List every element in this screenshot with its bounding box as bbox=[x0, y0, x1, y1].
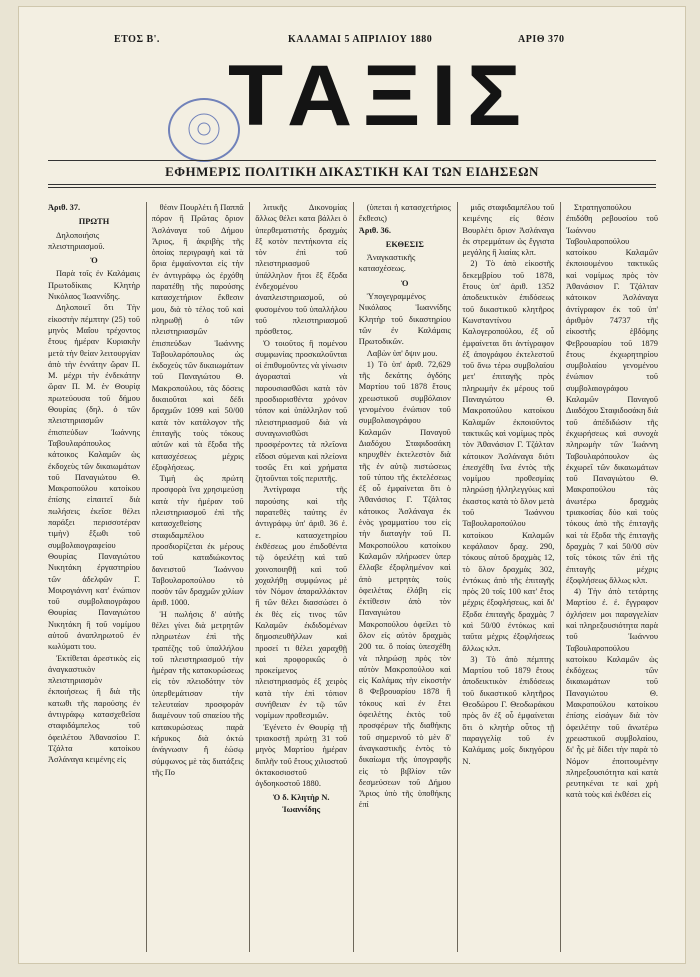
newspaper-subtitle: ΕΦΗΜΕΡΙΣ ΠΟΛΙΤΙΚΗ ΔΙΚΑΣΤΙΚΗ ΚΑΙ ΤΩΝ ΕΙΔΗΣΕΩΝ bbox=[165, 164, 539, 179]
column-separator bbox=[353, 202, 354, 952]
year-label: ΕΤΟΣ Β'. bbox=[114, 34, 160, 45]
section-heading: Ὁ bbox=[90, 256, 98, 266]
section-heading: ΠΡΩΤΗ bbox=[78, 217, 110, 227]
paragraph: Τιμὴ ὡς πρώτη προσφορὰ ἵνα χρησιμεύσῃ κατὰ τὴν ἡμέραν τοῦ πλειστηριασμοῦ ἐπὶ τῆς κατασχεθείσης σταφιδαμπέλου προσδιορίζεται ἐκ μέρους τοῦ καταδιώκοντος δανειστοῦ Ἰωάννου Ταβουλαροπούλου τὸ ποσὸν τῶν δραχμῶν χιλίων ἀριθ. 1000. bbox=[151, 474, 244, 608]
paragraph: Ἐκτίθεται ἀρεστικὸς εἰς ἀναγκαστικὸν πλειστηριασμὸν ἐκποιήσεως ἢ διὰ τῆς κατωθι τῆς παρούσης ἐν ἀντιγράφῳ κατασχεθεῖσα σταφιδάμπελος τοῦ ὀφειλέτου Ἀθανασίου Γ. Τζάλτα κατοίκου Ἀσλάναγα κειμένης εἰς bbox=[48, 653, 140, 765]
paragraph: Ὁ τοιοῦτος ἢ πομένου συμφωνίας προσκαλοῦνται οἱ ἐπιθυμοῦντες νὰ γίνωσιν ἀγορασταὶ νὰ παρουσιασθῶσι κατὰ τὸν προσδιορισθέντα χρόνον τόπον καὶ ὑπάλληλον τοῦ πλειστηριασμοῦ διὰ νὰ συναγωνισθῶσι προσφέροντες τὰ πλεῖονα εἴδοσι σύμεναι καὶ πλείονα τοσῶς ἔτι καὶ χρήματα ζητοῦνται τοῖς περιπτῆς. bbox=[255, 338, 348, 484]
paragraph: Ἐγένετο ἐν Θουρίᾳ τῇ τριακοστῇ πρώτῃ 31 τοῦ μηνὸς Μαρτίου ἡμέραν διπλῆν τοῦ ἔτους χιλιοστοῦ ὀκτακοσιοστοῦ ὀγδοηκοστοῦ 1880. bbox=[255, 722, 348, 789]
column-separator bbox=[249, 202, 250, 952]
section-heading: Ὁ δ. Κλητὴρ Ν. Ἰωαννίδης bbox=[272, 793, 330, 814]
paragraph: Δηλοποιήσις πλειστηριασμοῦ. bbox=[48, 230, 105, 251]
paragraph: Παρὰ τοῖς ἐν Καλάμαις Πρωτοδίκαις Κλητὴρ Νικόλαος Ἰωαννίδης. bbox=[48, 269, 140, 302]
column-2 bbox=[152, 202, 244, 952]
paragraph: 1) Τὸ ὑπ' ἀριθ. 72,629 τῆς δεκάτης ὀγδόης Μαρτίου τοῦ 1878 ἔτους χρεωστικοῦ συμβόλαιον γενομένου ἐνώπιον τοῦ συμβολαιογράφου Καλαμῶν Παναγοῦ Διαδόχου Σταφιδοσάκη κηρυχθὲν ἐκτελεστὸν διὰ τῆς ἐν αὐτῷ πιστώσεως τοῦ τύπου τῆς ἐκτελέσεως ἐξ οὗ ἐμφαίνεται ὅτι ὁ Ἀθανάσιος Γ. Τζάλτας κάτοικος Ἀσλάναγα ἐκ ἑνὸς γραμματίου του εἰς τὴν διαταγὴν τοῦ Π. Μακροπούλου κατοίκου Καλαμῶν πλήρωσεν ὑπερ ἔλλαβε ἐξοφλημένον καὶ ἀπὸ μετρητὰς τοὺς ὀφειλέτας ἐλάβη εἰς ἐκτίθεσιν ἀπὸ τὸν Παναγιώτου Μακροπούλου ὀφείλει τὸ ὅλον εἰς αὐτὸν δραχμὰς 200 τα. ὅ ποίας ὑπεσχέθη νὰ πληρώσῃ πρὸς τὸν αὐτὸν Μακροπούλου καὶ εἰς Καλάμας τὴν εἰκοστὴν 8 Φεβρουαρίου 1878 ἢ τόκους καὶ ἐν ἔτει ὀφειλέτης ἐκτὸς τοῦ προσφέρων τῆς διαθήκης τοῦ σημερινοῦ τὸ μὲν δ' ἀναγκαστικῆς ἐντὸς τὸ δικαίωμα τῆς ὑπογραφῆς εἰς τὸ βιβλίον τῶν δεσμεύσεων τοῦ Δήμου Ἄριος ὑπὸ τῆς ὑποθήκης ἐπί bbox=[358, 359, 451, 810]
paragraph: (ὑπεται ἡ κατασχετήριος ἔκθεσις) bbox=[358, 203, 451, 224]
top-rule bbox=[48, 160, 656, 161]
paragraph: Λαβὼν ὑπ' ὄψιν μου. bbox=[366, 348, 438, 358]
paragraph: Ὑπογεγραμμένος Νικόλαος Ἰωαννίδης Κλητὴρ τοῦ δικαστηρίου τῶν ἐν Καλάμαις Πρωτοδικῶν. bbox=[358, 292, 451, 347]
paragraph: 3) Τὸ ἀπὸ πέμπτης Μαρτίου τοῦ 1879 ἔτους ἀποδεικτικὸν ἐπιδόσεως τοῦ δικαστικοῦ κλητῆρος Θεοδώρου Γ. Θεοδωράκου πρὸς ὃν ἐξ οὗ ἐμφαίνεται ὅτι ὁ κλητὴρ οὗτος τῇ παραγγελίᾳ τοῦ ἐν Καλάμαις μοῖς δικηγόρου Ν. bbox=[462, 654, 555, 766]
subtitle-rule bbox=[48, 184, 656, 185]
library-stamp bbox=[168, 98, 240, 162]
paragraph: 2) Τὸ ἀπὸ εἰκοστῆς δεκεμβρίου τοῦ 1878, ἔτους ὑπ' ἀριθ. 1352 ἀποδεικτικὸν ἐπιδόσεως τοῦ δικαστικοῦ κλητῆρος Κωνσταντίνου Καλογεροπούλου, ἐξ οὗ ἐμφαίνεται ὅτι ἀντίγραφον ἐξ ἀπογράφου ἐκτελεστοῦ τοῦ ἄνω τέρω συμβολαίου μετ' ἐπιταγῆς πρὸς πληρωμὴν ἐκ μέρους τοῦ Παναγιώτου Θ. Μακροπούλου κατοίκου Καλαμῶν ἐκποιοῦντος τακτικῶς καὶ νομίμως πρὸς τὸν Ἀθανάσιον Γ. Τζάλταν κάτοικον Ἀσλάναγα διότι ἐπεσχέθη ἵνα ἐντὸς τῆς νομίμου προθεσμίας πληρώσῃ ἠλληλεγγύως καὶ ἐκαστος κατὰ τὸ ὅλον μετὰ τοῦ Ἰωάννου Ταβουλαροπούλου κατοίκου Καλαμῶν κεφάλαιον δραχ. 290, τόκους αὐτοῦ δραχμὰς 12, τὸ ὅλον δραχμὰς 302, ἐντόκως ἀπὸ τῆς ἐπιταγῆς πρὸς 20 τοῖς 100 κατ' ἔτος μέχρις ἐξοφλήσεως, καὶ δι' ἔξοδα ἐπιταγῆς δραχμὰς 7 καὶ 50/00 ἐντόκως καὶ ταῦτα μέχρις ἐξοφλήσεως ἄλλως κλπ. bbox=[462, 259, 555, 653]
paragraph: μιᾶς σταφιδαμπέλου τοῦ κειμένης εἰς θέσιν Βουρλέτι ὅριον Ἀσλάναγα ἐκ στρεμμάτων ὡς ἔγγιστα μεγάλης ἢ λιαίας κλπ. bbox=[462, 203, 555, 258]
article-number: Ἀριθ. 37. bbox=[48, 203, 81, 212]
issue-number: ΑΡΙΘ 370 bbox=[518, 34, 565, 45]
paragraph: Στρατηγοπούλου ἐπιδόθη ρεβουσίου τοῦ Ἰωάννου Ταβουλαροπούλου κατοίκου Καλαμῶν ἐκποιουμένου τακτικῶς καὶ νομίμως πρὸς τὸν Ἀθανάσιον Γ. Τζάλταν κάτοικον Ἀσλάναγα ἀντίγραφον ἐκ τοῦ ὑπ' ἀριθμὸν 74737 τῆς εἰκοστῆς ἑβδόμης Φεβρουαρίου τοῦ 1879 ἔτους ἐκχωρητηρίου συμβολαίου γενομένου ἐνώπιον τοῦ συμβολαιογράφου Καλαμῶν Παναγοῦ Διαδόχου Σταφιδοσάκη διὰ τοῦ ἀπέδιδώσιν τῆς ἐκχωρήσεως καὶ συνοχὰ πληρωμὴν τῶν Ἰωάννη Ταβουλαρόπουλον ὡς ἐκχωρεῖ τῶν δικαιωμάτων τοῦ Παναγιώτου Θ. Μακροπούλου τὰς ἀνωτέρω δραχμὰς τριακοσίας δύο καὶ τοὺς τόκους ἀπὸ τῆς ἐπιταγῆς καὶ τὰ ἔξοδα τῆς ἐπιταγῆς δραχμὰς 7 καὶ 50/00 σὺν τοῖς τόκοις τῶν ἐπὶ τῆς ἐπιταγῆς μέχρις ἐξοφλήσεως ἄλλως κλπ. bbox=[566, 203, 658, 585]
column-3 bbox=[255, 202, 347, 952]
section-heading: ΕΚΘΕΣΙΣ bbox=[385, 239, 424, 249]
paragraph: 4) Τὴν ἀπὸ τετάρτης Μαρτίου ἐ. ἐ. ἔγγραφον ὀχλήσειν μοι παραγγελίαν καὶ πληρεξουσιότητα παρὰ τοῦ Ἰωάννου Ταβουλαροπούλου κατοίκου Καλαμῶν ὡς ἐκδόχεως τῶν δικαιωμάτων τοῦ Παναγιώτου Θ. Μακροπούλου κατοίκου ἐπίσης εἰσάγων διὰ τὸν ὀφειλέτην τοῦ ἀνωτέρω χρεωστικοῦ συμβολαίου, δι' ἧς μὲ δίδει τὴν παρὰ τὸ Νόμον ἐποιτουμένην πληρεξουσιότητα καὶ κατὰ ρευτηκέναι τε καὶ χρὴ κατὰ τοὺς καὶ ἐκθέσει εἰς bbox=[566, 587, 658, 800]
column-separator bbox=[457, 202, 458, 952]
paragraph: Δηλοποιεῖ ὅτι Τὴν εἰκοστὴν πέμπτην (25) τοῦ μηνὸς Μαΐου τρέχοντος ἔτους ἡμέραν Κυριακὴν μετὰ τὴν θείαν λειτουργίαν ἀπὸ τὴν ἐννάτην ὥραν Π. Μ. μέχρι τὴν ἐνδεκάτην ὥραν Π. Μ. ἐν Θουρίᾳ πρωτεύουσα τοῦ δήμου Θουρίας (δηλ. ὁ τῶν πλειστηριασμῶν ἐπισπεύδων Ἰωάννης Ταβουλαρόπουλος κάτοικος Καλαμῶν ὡς ἐκδοχεὺς τῶν δικαιωμάτων τοῦ Παναγιώτου Θ. Μακροπούλου κατοίκου ἐπίσης εἰπαιτεῖ διὰ πωλήσεις ἐκεῖσε θέλει παράξει περισσοτέραν τιμὴν) ἔξωθι τοῦ συμβολαιογραφείου Θουρίας Παναγιώτου Νικητάκη ἐργαστηρίου τῶν ἀδελφῶν Γ. Μοιρογιάννη κατ' ἐνώπιον τοῦ συμβολαιογράφου Θουρίας Παναγιώτου Νικητάκη ἢ τοῦ νομίμου αὐτοῦ ἀναπληρωτοῦ ἐν κωλύματι του. bbox=[48, 303, 140, 652]
section-heading: Ὁ bbox=[401, 278, 409, 288]
paragraph: λιτικῆς Δικονομίας ἄλλως θέλει κατα βάλλει ὁ ὑπερθεματιστὴς δραχμὰς ἕξ κοτὸν πεντήκοντα εἰς τὸν ἐπὶ τοῦ πλειστηριασμοῦ ὑπάλληλον ἤτοι ἕξ ἔξοδα ἐνδεχομένου ἀναπλειστηριασμοῦ, οὐ φυσομένου τοῦ ὑπαλλήλου τοῦ πλειστηριασμοῦ πρόσθετος. bbox=[255, 203, 348, 337]
column-separator bbox=[146, 202, 147, 952]
paragraph: Ἀντίγραφα τῆς παρούσης καὶ τῆς παρατεθὲς ταύτης ἐν ἀντιγράφῳ ὑπ' ἀριθ. 36 ἐ. ε. κατασχετηρίου ἐκθέσεως μου ἐπιδοθέντα τῷ ὀφειλέτῃ καὶ ταῦ χοινοποιηθῇ καὶ τοῦ χοχαλήθῃ συμφώνως μὲ τὸν Νόμον ἀπαραλλάκτον ἢ τῶν θέλει διασσώσει ὁ ἐκ θὲς εἰς τινος τῶν Καλαμῶν ἐκδιδομένων δημοσιευθῆλλων καὶ προσεί τι θέλει χαραχθῇ καὶ προφορικῶς ὁ προκείμενος πλειστηριασμὸς ἐξ χειρὸς κατὰ τὴν ἐπὶ τόπιον συνήθειαν ἐν τῷ τῶν νομίμων προθεσμιῶν. bbox=[255, 485, 348, 721]
column-4 bbox=[359, 202, 451, 952]
column-separator bbox=[560, 202, 561, 952]
column-1 bbox=[48, 202, 140, 952]
paragraph: Ἡ πωλήσις δ' αὐτῆς θέλει γίνει διὰ μετρητῶν πληρωτέων ἐπὶ τῆς τραπέζης τοῦ ὑπαλλήλου τοῦ πλειστηριασμοῦ τὴν ἡμέραν τῆς κατακυρώσεως εἰς τὸν πλειοδότην τὸν ὑπερθεμάτισαν τὴν τελευταίαν προσφορὰν διαμένουν τοῦ σπαείου τῆς κατακυρώσεως παρὰ κήρυκος διὰ ὀκτώ ἀνάγνωσιν ἢ ἐώσῳ σύμφωνος μὲ τὰς διατάξεις τῆς Πο bbox=[151, 609, 244, 777]
paragraph: Ἀναγκαστικῆς κατασχέσεως. bbox=[358, 253, 416, 274]
newspaper-title bbox=[228, 48, 532, 144]
column-5 bbox=[462, 202, 554, 952]
stamp-seal-icon bbox=[174, 112, 234, 146]
subtitle-rule-double bbox=[48, 187, 656, 188]
newspaper-page bbox=[18, 6, 686, 964]
article-number: Ἀριθ. 36. bbox=[358, 225, 391, 235]
column-6 bbox=[566, 202, 658, 952]
title-text: ΤΑΞΙΣ bbox=[228, 48, 532, 144]
article-columns bbox=[48, 202, 658, 952]
paragraph: θέσιν Πουρλέτι ἢ Παππᾶ πόρον ἢ Πρῶτας ὅριον Ἀσλάναγα τοῦ Δήμου Ἄριος, ἢ ἀκριβὴς τῆς ὁποίας περιγραφὴ καὶ τὰ ὅρια ἐμφαίνονται εἰς τὴν ἐν ἀντιγράφῳ ὡς ἐρχόθη παρατέθῃ τῆς παρούσης κατασχετήριον ἔκθεσιν μου, διὰ τὸ τέλος τοῦ καὶ πληρωθῇ ὁ τῶν πλειστηριασμῶν ἐπισπεύδων Ἰωάννης Ταβουλαρόπουλος ὡς ἐκδοχεὺς τῶν δικαιωμάτων τοῦ Παναγιώτου Θ. Μακροπούλου, τὰς δόσεις δικαιοῦται καὶ δέδι δραχμῶν 1099 καὶ 50/00 κατὰ τὸν κατάλογον τῆς ἐπιταγῆς τοὺς τόκους αὐτῶν καὶ τὰ ἔξοδα τῆς κατασχέσεως μέχρις ἐξοφλήσεως. bbox=[151, 203, 244, 472]
date-label: ΚΑΛΑΜΑΙ 5 ΑΠΡΙΛΙΟΥ 1880 bbox=[288, 34, 433, 45]
masthead-dateline bbox=[18, 34, 686, 48]
